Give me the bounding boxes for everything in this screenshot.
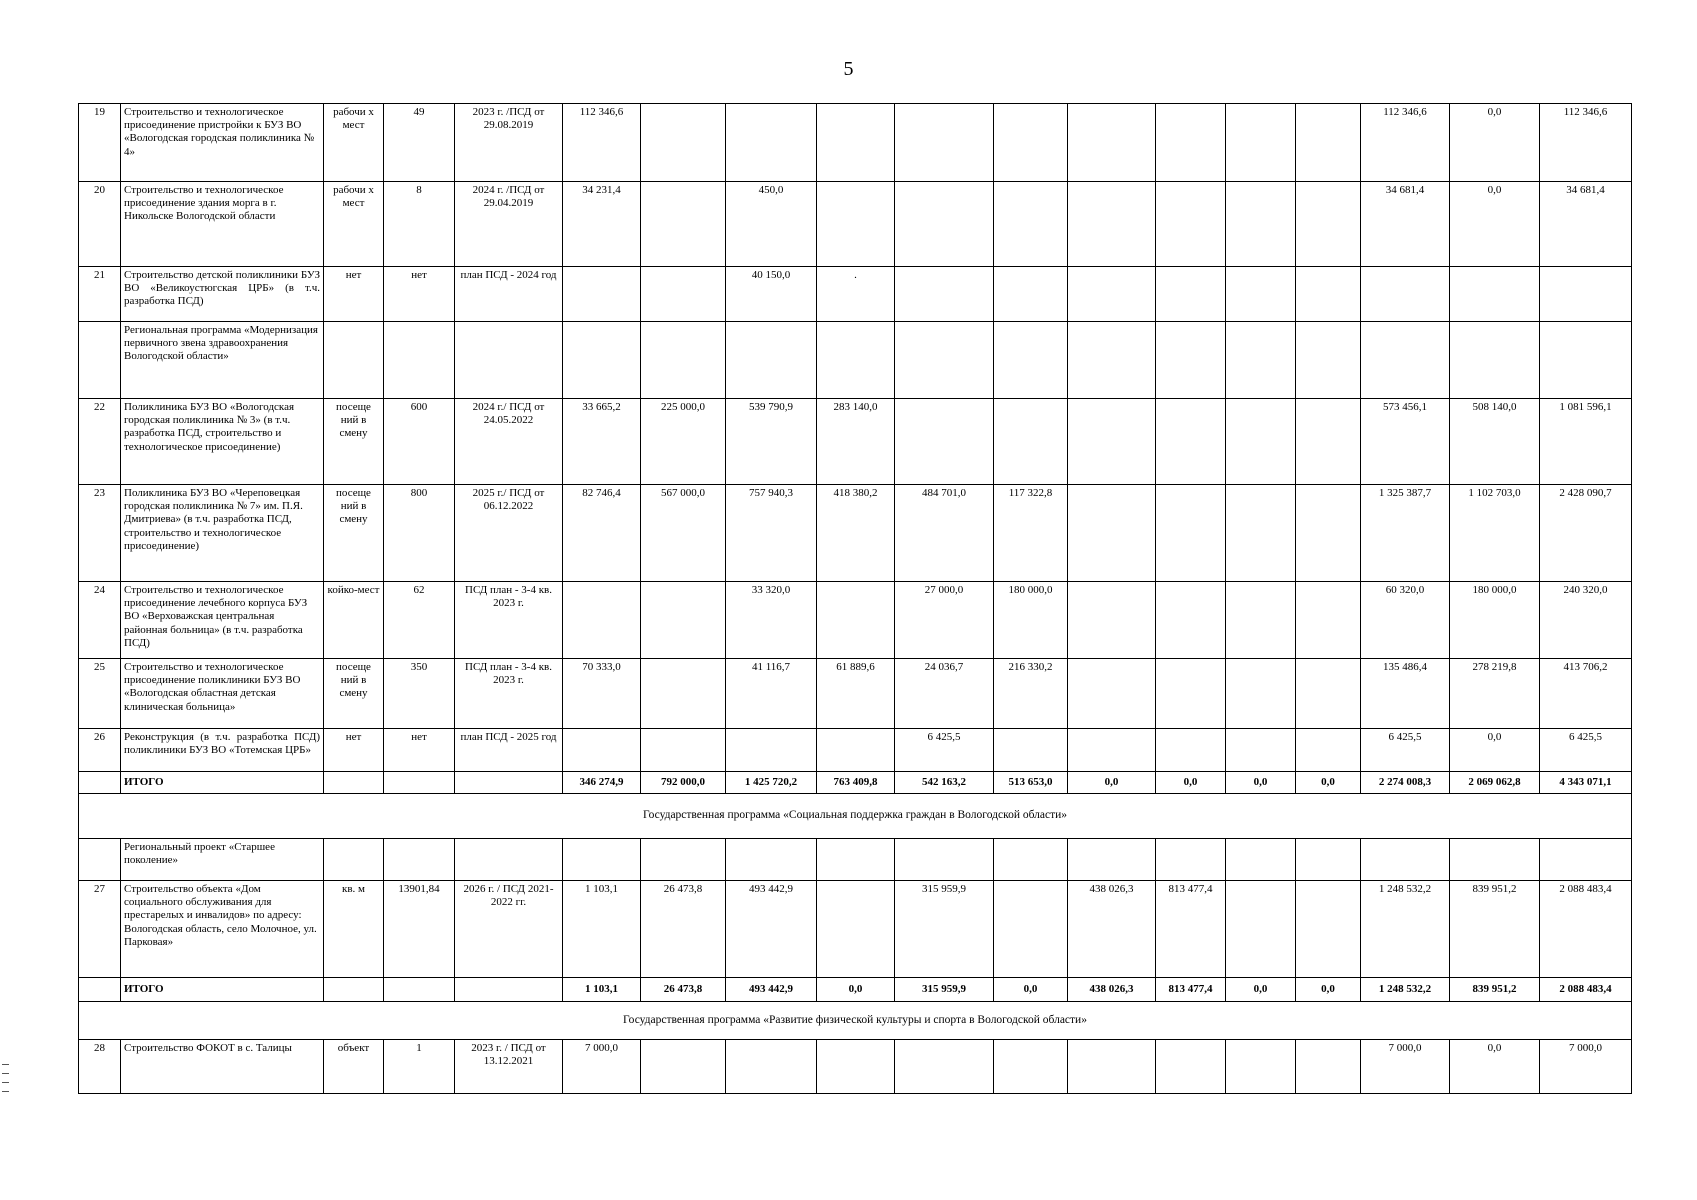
amount-cell: 7 000,0 xyxy=(1540,1040,1632,1094)
unit-cell: объект xyxy=(324,1040,384,1094)
amount-cell xyxy=(1296,881,1361,978)
deadline-cell: ПСД план - 3-4 кв. 2023 г. xyxy=(455,582,563,659)
amount-cell: 0,0 xyxy=(1296,772,1361,794)
amount-cell xyxy=(1226,322,1296,399)
deadline-cell: 2023 г. /ПСД от 29.08.2019 xyxy=(455,104,563,182)
amount-cell xyxy=(1226,839,1296,881)
amount-cell xyxy=(1450,322,1540,399)
amount-cell xyxy=(1068,104,1156,182)
amount-cell: 418 380,2 xyxy=(817,485,895,582)
object-name: Строительство и технологическое присоединение лечебного корпуса БУЗ ВО «Верховажская центральная районная больница» (в т.ч. разработка ПСД) xyxy=(121,582,324,659)
table-row xyxy=(79,1040,1632,1094)
amount-cell: 117 322,8 xyxy=(994,485,1068,582)
amount-cell: 539 790,9 xyxy=(726,399,817,485)
amount-cell xyxy=(817,839,895,881)
amount-cell xyxy=(1068,729,1156,772)
amount-cell xyxy=(994,399,1068,485)
amount-cell: 813 477,4 xyxy=(1156,881,1226,978)
object-name: Строительство ФОКОТ в с. Талицы xyxy=(121,1040,324,1094)
amount-cell: 112 346,6 xyxy=(1540,104,1632,182)
capacity-cell: 13901,84 xyxy=(384,881,455,978)
amount-cell xyxy=(1540,322,1632,399)
deadline-cell: 2023 г. / ПСД от 13.12.2021 xyxy=(455,1040,563,1094)
amount-cell xyxy=(994,881,1068,978)
unit-cell xyxy=(324,839,384,881)
amount-cell xyxy=(817,322,895,399)
amount-cell: 70 333,0 xyxy=(563,659,641,729)
amount-cell xyxy=(895,1040,994,1094)
amount-cell xyxy=(1226,729,1296,772)
amount-cell: 542 163,2 xyxy=(895,772,994,794)
unit-cell xyxy=(324,322,384,399)
amount-cell xyxy=(1068,485,1156,582)
object-name: Строительство и технологическое присоединение здания морга в г. Никольске Вологодской области xyxy=(121,182,324,267)
capacity-cell: 600 xyxy=(384,399,455,485)
amount-cell: 2 274 008,3 xyxy=(1361,772,1450,794)
amount-cell xyxy=(1296,104,1361,182)
object-name: Строительство и технологическое присоединение поликлиники БУЗ ВО «Вологодская областная детская клиническая больница» xyxy=(121,659,324,729)
amount-cell xyxy=(1226,399,1296,485)
amount-cell: 112 346,6 xyxy=(563,104,641,182)
amount-cell: 33 320,0 xyxy=(726,582,817,659)
deadline-cell: план ПСД - 2025 год xyxy=(455,729,563,772)
amount-cell: 26 473,8 xyxy=(641,978,726,1002)
unit-cell: кв. м xyxy=(324,881,384,978)
amount-cell xyxy=(726,839,817,881)
amount-cell xyxy=(817,582,895,659)
total-row xyxy=(79,978,1632,1002)
amount-cell xyxy=(641,659,726,729)
amount-cell xyxy=(726,104,817,182)
amount-cell xyxy=(641,582,726,659)
amount-cell: 135 486,4 xyxy=(1361,659,1450,729)
amount-cell xyxy=(726,1040,817,1094)
table-row xyxy=(79,104,1632,182)
amount-cell xyxy=(1156,104,1226,182)
amount-cell xyxy=(563,582,641,659)
amount-cell: 2 088 483,4 xyxy=(1540,978,1632,1002)
amount-cell: 33 665,2 xyxy=(563,399,641,485)
amount-cell: 839 951,2 xyxy=(1450,881,1540,978)
table-row xyxy=(79,485,1632,582)
amount-cell: 82 746,4 xyxy=(563,485,641,582)
row-number: 21 xyxy=(79,267,121,322)
amount-cell: 41 116,7 xyxy=(726,659,817,729)
deadline-cell xyxy=(455,839,563,881)
amount-cell xyxy=(1068,322,1156,399)
amount-cell: 315 959,9 xyxy=(895,978,994,1002)
amount-cell xyxy=(1156,1040,1226,1094)
amount-cell xyxy=(563,839,641,881)
amount-cell xyxy=(641,267,726,322)
page-number: 5 xyxy=(843,58,854,80)
amount-cell: 1 103,1 xyxy=(563,978,641,1002)
amount-cell xyxy=(1156,485,1226,582)
table-row xyxy=(79,322,1632,399)
amount-cell: 7 000,0 xyxy=(1361,1040,1450,1094)
row-number: 24 xyxy=(79,582,121,659)
amount-cell: 763 409,8 xyxy=(817,772,895,794)
table-row xyxy=(79,729,1632,772)
amount-cell: 315 959,9 xyxy=(895,881,994,978)
unit-cell: посеще ний в смену xyxy=(324,399,384,485)
table-row xyxy=(79,267,1632,322)
amount-cell xyxy=(1296,582,1361,659)
amount-cell xyxy=(994,839,1068,881)
table-row xyxy=(79,182,1632,267)
amount-cell xyxy=(895,322,994,399)
amount-cell: 0,0 xyxy=(817,978,895,1002)
amount-cell xyxy=(1156,729,1226,772)
amount-cell xyxy=(817,881,895,978)
amount-cell xyxy=(641,729,726,772)
amount-cell xyxy=(563,322,641,399)
object-name: Поликлиника БУЗ ВО «Череповецкая городская поликлиника № 7» им. П.Я. Дмитриева» (в т.ч. разработка ПСД, строительство и технологическое присоединение) xyxy=(121,485,324,582)
amount-cell: 0,0 xyxy=(1068,772,1156,794)
capacity-cell xyxy=(384,772,455,794)
row-number xyxy=(79,839,121,881)
row-number xyxy=(79,322,121,399)
amount-cell xyxy=(1156,322,1226,399)
object-name: Строительство детской поликлиники БУЗ ВО «Великоустюгская ЦРБ» (в т.ч. разработка ПСД) xyxy=(121,267,324,322)
table-row xyxy=(79,659,1632,729)
amount-cell: 278 219,8 xyxy=(1450,659,1540,729)
unit-cell xyxy=(324,772,384,794)
amount-cell xyxy=(641,1040,726,1094)
amount-cell xyxy=(1296,182,1361,267)
amount-cell: 792 000,0 xyxy=(641,772,726,794)
amount-cell xyxy=(1156,839,1226,881)
amount-cell xyxy=(994,1040,1068,1094)
amount-cell xyxy=(1226,1040,1296,1094)
amount-cell xyxy=(1226,104,1296,182)
amount-cell xyxy=(817,104,895,182)
amount-cell xyxy=(563,267,641,322)
amount-cell: 0,0 xyxy=(1296,978,1361,1002)
amount-cell: 0,0 xyxy=(994,978,1068,1002)
amount-cell: 61 889,6 xyxy=(817,659,895,729)
deadline-cell: ПСД план - 3-4 кв. 2023 г. xyxy=(455,659,563,729)
object-name: ИТОГО xyxy=(121,978,324,1002)
amount-cell xyxy=(994,322,1068,399)
amount-cell: 283 140,0 xyxy=(817,399,895,485)
amount-cell: 34 231,4 xyxy=(563,182,641,267)
capacity-cell: 800 xyxy=(384,485,455,582)
amount-cell xyxy=(1540,267,1632,322)
capacity-cell xyxy=(384,978,455,1002)
amount-cell: 34 681,4 xyxy=(1540,182,1632,267)
amount-cell xyxy=(895,104,994,182)
amount-cell: 438 026,3 xyxy=(1068,881,1156,978)
amount-cell: 27 000,0 xyxy=(895,582,994,659)
amount-cell: 508 140,0 xyxy=(1450,399,1540,485)
capacity-cell: нет xyxy=(384,267,455,322)
amount-cell xyxy=(1156,182,1226,267)
amount-cell xyxy=(817,729,895,772)
amount-cell xyxy=(726,322,817,399)
row-number: 20 xyxy=(79,182,121,267)
table-row xyxy=(79,881,1632,978)
amount-cell xyxy=(994,104,1068,182)
amount-cell: 180 000,0 xyxy=(994,582,1068,659)
capacity-cell xyxy=(384,839,455,881)
amount-cell xyxy=(1361,839,1450,881)
section-title: Государственная программа «Развитие физической культуры и спорта в Вологодской области» xyxy=(79,1002,1632,1040)
amount-cell: 0,0 xyxy=(1226,772,1296,794)
object-name: Строительство объекта «Дом социального обслуживания для престарелых и инвалидов» по адресу: Вологодская область, село Молочное, ул. Парковая» xyxy=(121,881,324,978)
amount-cell xyxy=(1226,267,1296,322)
amount-cell: 484 701,0 xyxy=(895,485,994,582)
amount-cell xyxy=(1296,839,1361,881)
amount-cell: 493 442,9 xyxy=(726,881,817,978)
capacity-cell: 49 xyxy=(384,104,455,182)
amount-cell: 2 428 090,7 xyxy=(1540,485,1632,582)
deadline-cell: 2025 г./ ПСД от 06.12.2022 xyxy=(455,485,563,582)
unit-cell xyxy=(324,978,384,1002)
amount-cell: 1 248 532,2 xyxy=(1361,881,1450,978)
amount-cell: 0,0 xyxy=(1450,182,1540,267)
amount-cell: 225 000,0 xyxy=(641,399,726,485)
amount-cell: 1 325 387,7 xyxy=(1361,485,1450,582)
amount-cell: 216 330,2 xyxy=(994,659,1068,729)
capacity-cell xyxy=(384,322,455,399)
object-name: Региональная программа «Модернизация первичного звена здравоохранения Вологодской области» xyxy=(121,322,324,399)
capacity-cell: 62 xyxy=(384,582,455,659)
amount-cell xyxy=(1068,182,1156,267)
amount-cell: 0,0 xyxy=(1450,729,1540,772)
unit-cell: посеще ний в смену xyxy=(324,659,384,729)
object-name: ИТОГО xyxy=(121,772,324,794)
amount-cell: 7 000,0 xyxy=(563,1040,641,1094)
amount-cell xyxy=(1296,729,1361,772)
amount-cell xyxy=(895,839,994,881)
unit-cell: нет xyxy=(324,267,384,322)
amount-cell: 813 477,4 xyxy=(1156,978,1226,1002)
amount-cell: 1 248 532,2 xyxy=(1361,978,1450,1002)
amount-cell xyxy=(895,399,994,485)
amount-cell: 438 026,3 xyxy=(1068,978,1156,1002)
section-title: Государственная программа «Социальная поддержка граждан в Вологодской области» xyxy=(79,794,1632,839)
amount-cell xyxy=(1068,399,1156,485)
amount-cell xyxy=(1361,267,1450,322)
amount-cell xyxy=(817,182,895,267)
row-number: 19 xyxy=(79,104,121,182)
capacity-cell: 1 xyxy=(384,1040,455,1094)
amount-cell: 180 000,0 xyxy=(1450,582,1540,659)
amount-cell xyxy=(1296,399,1361,485)
amount-cell: 34 681,4 xyxy=(1361,182,1450,267)
amount-cell: . xyxy=(817,267,895,322)
deadline-cell xyxy=(455,772,563,794)
amount-cell: 40 150,0 xyxy=(726,267,817,322)
deadline-cell xyxy=(455,322,563,399)
amount-cell: 413 706,2 xyxy=(1540,659,1632,729)
amount-cell: 493 442,9 xyxy=(726,978,817,1002)
amount-cell xyxy=(641,104,726,182)
amount-cell: 513 653,0 xyxy=(994,772,1068,794)
amount-cell: 26 473,8 xyxy=(641,881,726,978)
unit-cell: нет xyxy=(324,729,384,772)
table-row xyxy=(79,399,1632,485)
capacity-cell: 350 xyxy=(384,659,455,729)
unit-cell: посеще ний в смену xyxy=(324,485,384,582)
amount-cell: 60 320,0 xyxy=(1361,582,1450,659)
amount-cell xyxy=(895,267,994,322)
deadline-cell: 2026 г. / ПСД 2021-2022 гг. xyxy=(455,881,563,978)
table-row xyxy=(79,839,1632,881)
capacity-cell: 8 xyxy=(384,182,455,267)
amount-cell xyxy=(1068,267,1156,322)
amount-cell: 24 036,7 xyxy=(895,659,994,729)
row-number: 27 xyxy=(79,881,121,978)
amount-cell xyxy=(1226,659,1296,729)
amount-cell xyxy=(641,322,726,399)
amount-cell: 0,0 xyxy=(1226,978,1296,1002)
amount-cell xyxy=(1296,267,1361,322)
amount-cell: 567 000,0 xyxy=(641,485,726,582)
amount-cell xyxy=(1156,267,1226,322)
amount-cell xyxy=(1226,582,1296,659)
amount-cell: 0,0 xyxy=(1450,1040,1540,1094)
amount-cell xyxy=(641,839,726,881)
amount-cell xyxy=(1068,582,1156,659)
unit-cell: рабочи х мест xyxy=(324,182,384,267)
amount-cell: 1 102 703,0 xyxy=(1450,485,1540,582)
amount-cell xyxy=(641,182,726,267)
amount-cell xyxy=(1361,322,1450,399)
amount-cell xyxy=(1156,399,1226,485)
amount-cell xyxy=(1540,839,1632,881)
amount-cell xyxy=(726,729,817,772)
amount-cell: 2 069 062,8 xyxy=(1450,772,1540,794)
amount-cell: 2 088 483,4 xyxy=(1540,881,1632,978)
amount-cell xyxy=(1296,485,1361,582)
amount-cell xyxy=(1156,659,1226,729)
amount-cell xyxy=(1068,1040,1156,1094)
amount-cell xyxy=(994,182,1068,267)
unit-cell: рабочи х мест xyxy=(324,104,384,182)
object-name: Реконструкция (в т.ч. разработка ПСД) поликлиники БУЗ ВО «Тотемская ЦРБ» xyxy=(121,729,324,772)
amount-cell xyxy=(1156,582,1226,659)
deadline-cell: 2024 г./ ПСД от 24.05.2022 xyxy=(455,399,563,485)
row-number xyxy=(79,978,121,1002)
amount-cell: 450,0 xyxy=(726,182,817,267)
amount-cell: 6 425,5 xyxy=(1361,729,1450,772)
amount-cell: 112 346,6 xyxy=(1361,104,1450,182)
amount-cell xyxy=(994,729,1068,772)
amount-cell: 0,0 xyxy=(1450,104,1540,182)
unit-cell: койко-мест xyxy=(324,582,384,659)
object-name: Поликлиника БУЗ ВО «Вологодская городская поликлиника № 3» (в т.ч. разработка ПСД, строительство и технологическое присоединение) xyxy=(121,399,324,485)
amount-cell: 346 274,9 xyxy=(563,772,641,794)
amount-cell xyxy=(895,182,994,267)
amount-cell xyxy=(1296,1040,1361,1094)
table-row xyxy=(79,582,1632,659)
section-header-row xyxy=(79,794,1632,839)
deadline-cell xyxy=(455,978,563,1002)
object-name: Региональный проект «Старшее поколение» xyxy=(121,839,324,881)
row-number: 23 xyxy=(79,485,121,582)
amount-cell: 0,0 xyxy=(1156,772,1226,794)
amount-cell: 757 940,3 xyxy=(726,485,817,582)
investment-table xyxy=(78,103,1632,1094)
amount-cell: 1 081 596,1 xyxy=(1540,399,1632,485)
amount-cell xyxy=(1296,322,1361,399)
row-number: 25 xyxy=(79,659,121,729)
row-number: 28 xyxy=(79,1040,121,1094)
amount-cell xyxy=(994,267,1068,322)
row-number: 26 xyxy=(79,729,121,772)
amount-cell xyxy=(1226,485,1296,582)
amount-cell xyxy=(1068,659,1156,729)
capacity-cell: нет xyxy=(384,729,455,772)
object-name: Строительство и технологическое присоединение пристройки к БУЗ ВО «Вологодская городская поликлиника № 4» xyxy=(121,104,324,182)
amount-cell: 240 320,0 xyxy=(1540,582,1632,659)
amount-cell: 6 425,5 xyxy=(1540,729,1632,772)
amount-cell xyxy=(1226,881,1296,978)
amount-cell: 573 456,1 xyxy=(1361,399,1450,485)
amount-cell xyxy=(1068,839,1156,881)
amount-cell: 4 343 071,1 xyxy=(1540,772,1632,794)
amount-cell: 6 425,5 xyxy=(895,729,994,772)
amount-cell xyxy=(1296,659,1361,729)
amount-cell xyxy=(817,1040,895,1094)
amount-cell xyxy=(563,729,641,772)
deadline-cell: план ПСД - 2024 год xyxy=(455,267,563,322)
amount-cell: 1 103,1 xyxy=(563,881,641,978)
row-number xyxy=(79,772,121,794)
amount-cell xyxy=(1450,839,1540,881)
amount-cell: 839 951,2 xyxy=(1450,978,1540,1002)
amount-cell xyxy=(1450,267,1540,322)
row-number: 22 xyxy=(79,399,121,485)
section-header-row xyxy=(79,1002,1632,1040)
amount-cell xyxy=(1226,182,1296,267)
total-row xyxy=(79,772,1632,794)
deadline-cell: 2024 г. /ПСД от 29.04.2019 xyxy=(455,182,563,267)
amount-cell: 1 425 720,2 xyxy=(726,772,817,794)
